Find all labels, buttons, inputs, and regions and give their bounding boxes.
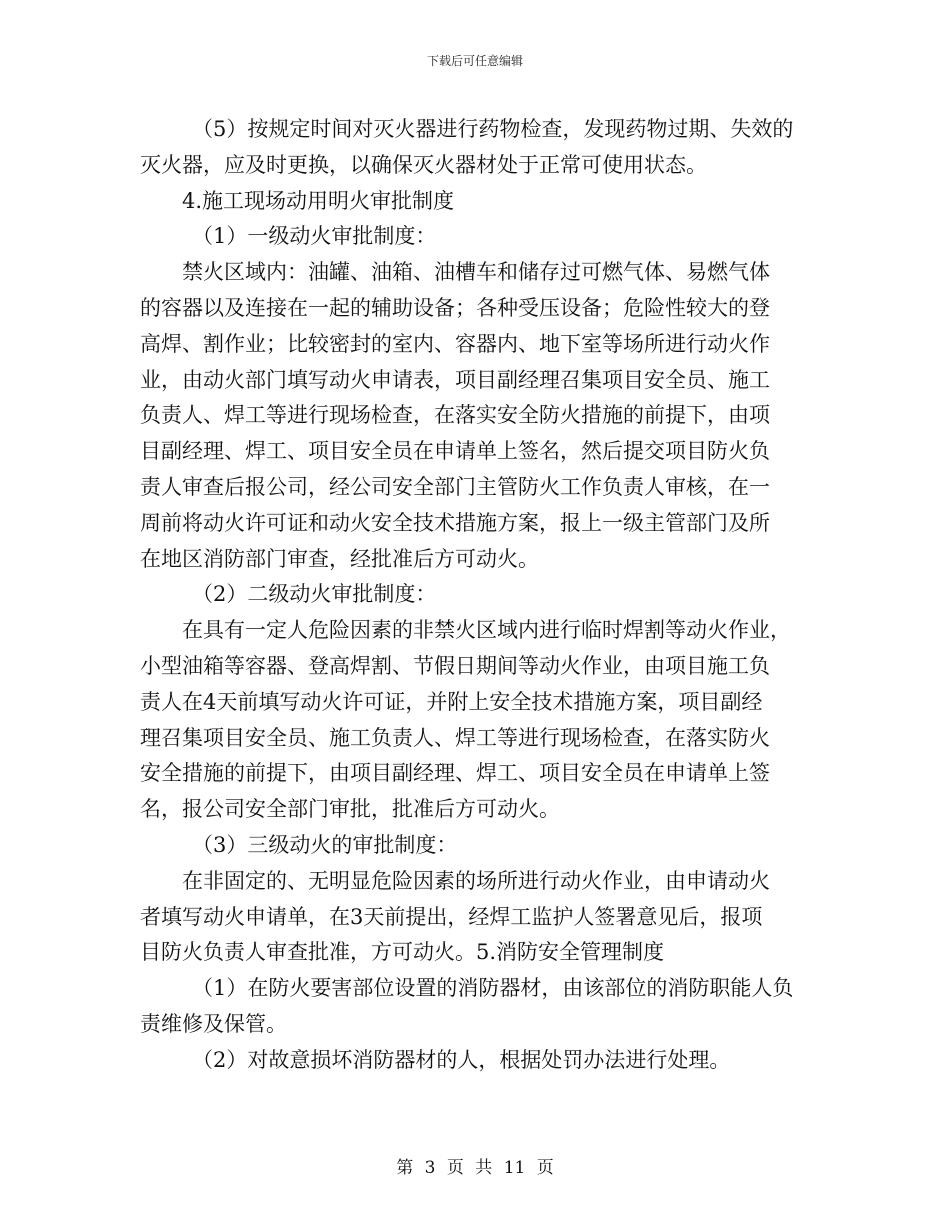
text-line: 周前将动火许可证和动火安全技术措施方案，报上一级主管部门及所 (140, 510, 770, 535)
text-line: 禁火区域内：油罐、油箱、油槽车和储存过可燃气体、易燃气体 (182, 260, 770, 285)
text-line: （1）在防火要害部位设置的消防器材，由该部位的消防职能人负 (192, 976, 794, 1001)
text-line: 的容器以及连接在一起的辅助设备；各种受压设备；危险性较大的登 (140, 295, 770, 320)
text-line: （3）三级动火的审批制度： (192, 832, 458, 857)
text-line: 目防火负责人审查批准，方可动火。5.消防安全管理制度 (140, 940, 665, 965)
text-line: （2）对故意损坏消防器材的人，根据处罚办法进行处理。 (192, 1047, 731, 1072)
page-header: 下载后可任意编辑 (426, 54, 523, 68)
text-line: 4.施工现场动用明火审批制度 (182, 188, 455, 213)
text-line: 小型油箱等容器、登高焊割、节假日期间等动火作业，由项目施工负 (140, 653, 770, 678)
text-line: （5）按规定时间对灭火器进行药物检查，发现药物过期、失效的 (192, 117, 794, 141)
text-line: 安全措施的前提下，由项目副经理、焊工、项目安全员在申请单上签 (140, 761, 770, 786)
text-line: 在地区消防部门审查，经批准后方可动火。 (140, 546, 539, 571)
text-line: 在具有一定人危险因素的非禁火区域内进行临时焊割等动火作业， (182, 618, 791, 643)
text-line: 在非固定的、无明显危险因素的场所进行动火作业，由申请动火 (182, 868, 770, 893)
text-line: 名，报公司安全部门审批，批准后方可动火。 (140, 797, 560, 822)
text-line: 灭火器，应及时更换，以确保灭火器材处于正常可使用状态。 (140, 152, 707, 177)
text-line: 责人审查后报公司，经公司安全部门主管防火工作负责人审核，在一 (140, 474, 770, 499)
text-line: 责人在4天前填写动火许可证，并附上安全技术措施方案，项目副经 (140, 689, 763, 714)
text-line: 业，由动火部门填写动火申请表，项目副经理召集项目安全员、施工 (140, 367, 770, 392)
text-line: 理召集项目安全员、施工负责人、焊工等进行现场检查，在落实防火 (140, 725, 770, 750)
text-line: 责维修及保管。 (140, 1011, 287, 1036)
text-line: 者填写动火申请单，在3天前提出，经焊工监护人签署意见后，报项 (140, 904, 763, 929)
text-line: 目副经理、焊工、项目安全员在申请单上签名，然后提交项目防火负 (140, 439, 770, 464)
text-line: （1）一级动火审批制度： (192, 224, 437, 249)
page-footer: 第 3 页 共 11 页 (396, 1158, 554, 1178)
text-line: （2）二级动火审批制度： (192, 582, 437, 607)
text-line: 负责人、焊工等进行现场检查，在落实安全防火措施的前提下，由项 (140, 403, 770, 428)
text-line: 高焊、割作业；比较密封的室内、容器内、地下室等场所进行动火作 (140, 331, 770, 356)
document-body (140, 112, 812, 1079)
